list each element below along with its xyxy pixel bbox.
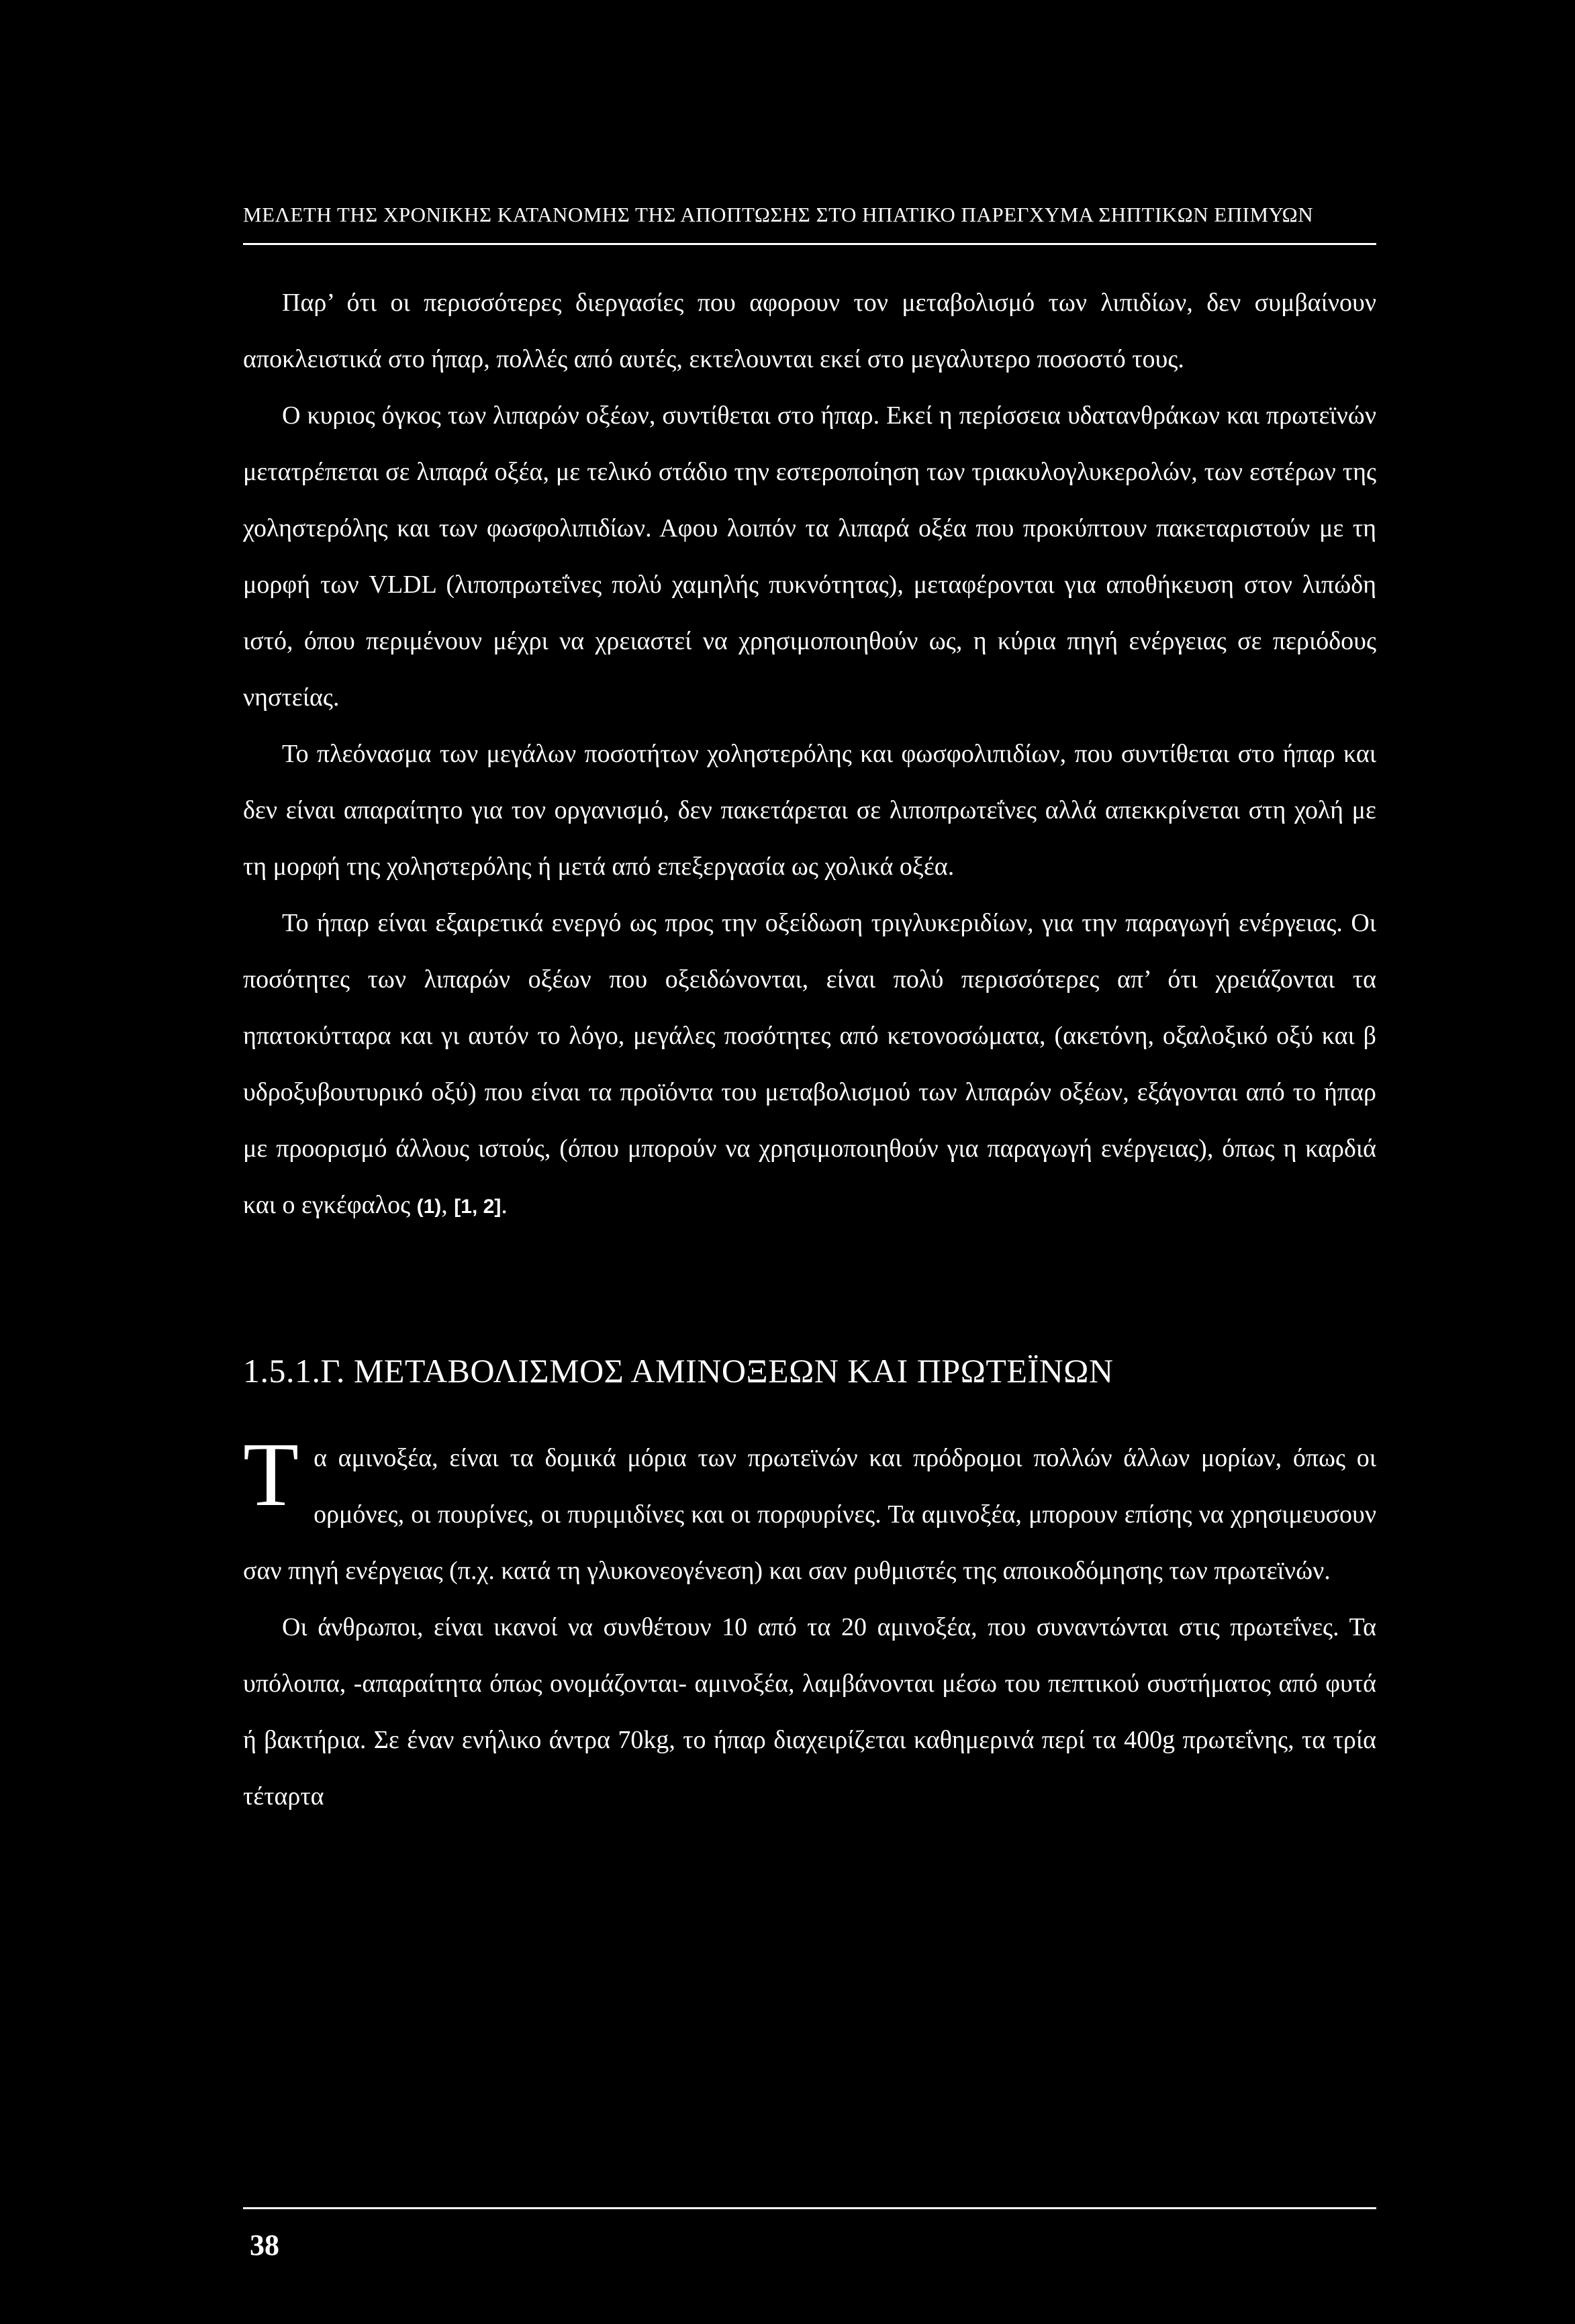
section-paragraph-1-text: α αμινοξέα, είναι τα δομικά μόρια των πρωτεϊνών και πρόδρομοι πολλών άλλων μορίων, όπως οι ορμόνες, οι πουρίνες, οι πυριμιδίνες και οι πορφυρίνες. Τα αμινοξέα, μπορουν επίσης να χρησιμευσουν σαν πηγή ενέργειας (π.χ. κατά τη γλυκονεογένεση) και σαν ρυθμιστές της αποικοδόμησης των πρωτεϊνών. [243, 1444, 1376, 1585]
paragraph-4-end: . [501, 1191, 508, 1219]
paragraph-2: Ο κυριος όγκος των λιπαρών οξέων, συντίθεται στο ήπαρ. Εκεί η περίσσεια υδατανθράκων και πρωτεϊνών μετατρέπεται σε λιπαρά οξέα, με τελικό στάδιο την εστεροποίηση των τριακυλογλυκερολών, των εστέρων της χοληστερόλης και των φωσφολιπιδίων. Αφου λοιπόν τα λιπαρά οξέα που προκύπτουν πακεταριστούν με τη μορφή των VLDL (λιποπρωτεΐνες πολύ χαμηλής πυκνότητας), μεταφέρονται για αποθήκευση στον λιπώδη ιστό, όπου περιμένουν μέχρι να χρειαστεί να χρησιμοποιηθούν ως, η κύρια πηγή ενέργειας σε περιόδους νηστείας. [243, 401, 1376, 712]
document-page [243, 201, 1376, 1825]
paragraph-4 [243, 895, 1376, 1235]
citation-separator: , [441, 1191, 448, 1219]
footer-rule [243, 2207, 1376, 2209]
paragraph-4-text: Το ήπαρ είναι εξαιρετικά ενεργό ως προς την οξείδωση τριγλυκεριδίων, για την παραγωγή ενέργειας. Οι ποσότητες των λιπαρών οξέων που οξειδώνονται, είναι πολύ περισσότερες απ’ ότι χρειάζονται τα ηπατοκύτταρα και γι αυτόν το λόγο, μεγάλες ποσότητες από κετονοσώματα, (ακετόνη, οξαλοξικό οξύ και β υδροξυβουτυρικό οξύ) που είναι τα προϊόντα του μεταβολισμού των λιπαρών οξέων, εξάγονται από το ήπαρ με προορισμό άλλους ιστούς, (όπου μπορούν να χρησιμοποιηθούν για παραγωγή ενέργειας), όπως η καρδιά και ο εγκέφαλος [243, 909, 1376, 1219]
paragraph-3: Το πλεόνασμα των μεγάλων ποσοτήτων χοληστερόλης και φωσφολιπιδίων, που συντίθεται στο ήπαρ και δεν είναι απαραίτητο για τον οργανισμό, δεν πακετάρεται σε λιποπρωτεΐνες αλλά απεκκρίνεται στη χολή με τη μορφή της χοληστερόλης ή μετά από επεξεργασία ως χολικά οξέα. [243, 740, 1376, 881]
body-text [243, 275, 1376, 1235]
paragraph-1: Παρ’ ότι οι περισσότερες διεργασίες που αφορουν τον μεταβολισμό των λιπιδίων, δεν συμβαίνουν αποκλειστικά στο ήπαρ, πολλές από αυτές, εκτελουνται εκεί στο μεγαλυτερο ποσοστό τους. [243, 289, 1376, 373]
running-header: ΜΕΛΕΤΗ ΤΗΣ ΧΡΟΝΙΚΗΣ ΚΑΤΑΝΟΜΗΣ ΤΗΣ ΑΠΟΠΤΩΣΗΣ ΣΤΟ ΗΠΑΤΙΚΟ ΠΑΡΕΓΧΥΜΑ ΣΗΠΤΙΚΩΝ ΕΠΙΜΥΩΝ [243, 203, 1314, 226]
page-number: 38 [250, 2229, 279, 2262]
header-rule [243, 243, 1376, 245]
citation-ref-2: [1, 2] [454, 1196, 502, 1218]
section-paragraph-1 [243, 1424, 1376, 1599]
section-heading: 1.5.1.Γ. ΜΕΤΑΒΟΛΙΣΜΟΣ ΑΜΙΝΟΞΕΩΝ ΚΑΙ ΠΡΩΤΕΪΝΩΝ [243, 1352, 1114, 1390]
drop-cap: Τ [243, 1424, 299, 1525]
section-body [243, 1424, 1376, 1825]
section-paragraph-2: Οι άνθρωποι, είναι ικανοί να συνθέτουν 10 από τα 20 αμινοξέα, που συναντώνται στις πρωτεΐνες. Τα υπόλοιπα, -απαραίτητα όπως ονομάζονται- αμινοξέα, λαμβάνονται μέσω του πεπτικού συστήματος από φυτά ή βακτήρια. Σε έναν ενήλικο άντρα 70kg, το ήπαρ διαχειρίζεται καθημερινά περί τα 400g πρωτεΐνης, τα τρία τέταρτα [243, 1613, 1376, 1810]
citation-ref-1: (1) [416, 1196, 442, 1218]
